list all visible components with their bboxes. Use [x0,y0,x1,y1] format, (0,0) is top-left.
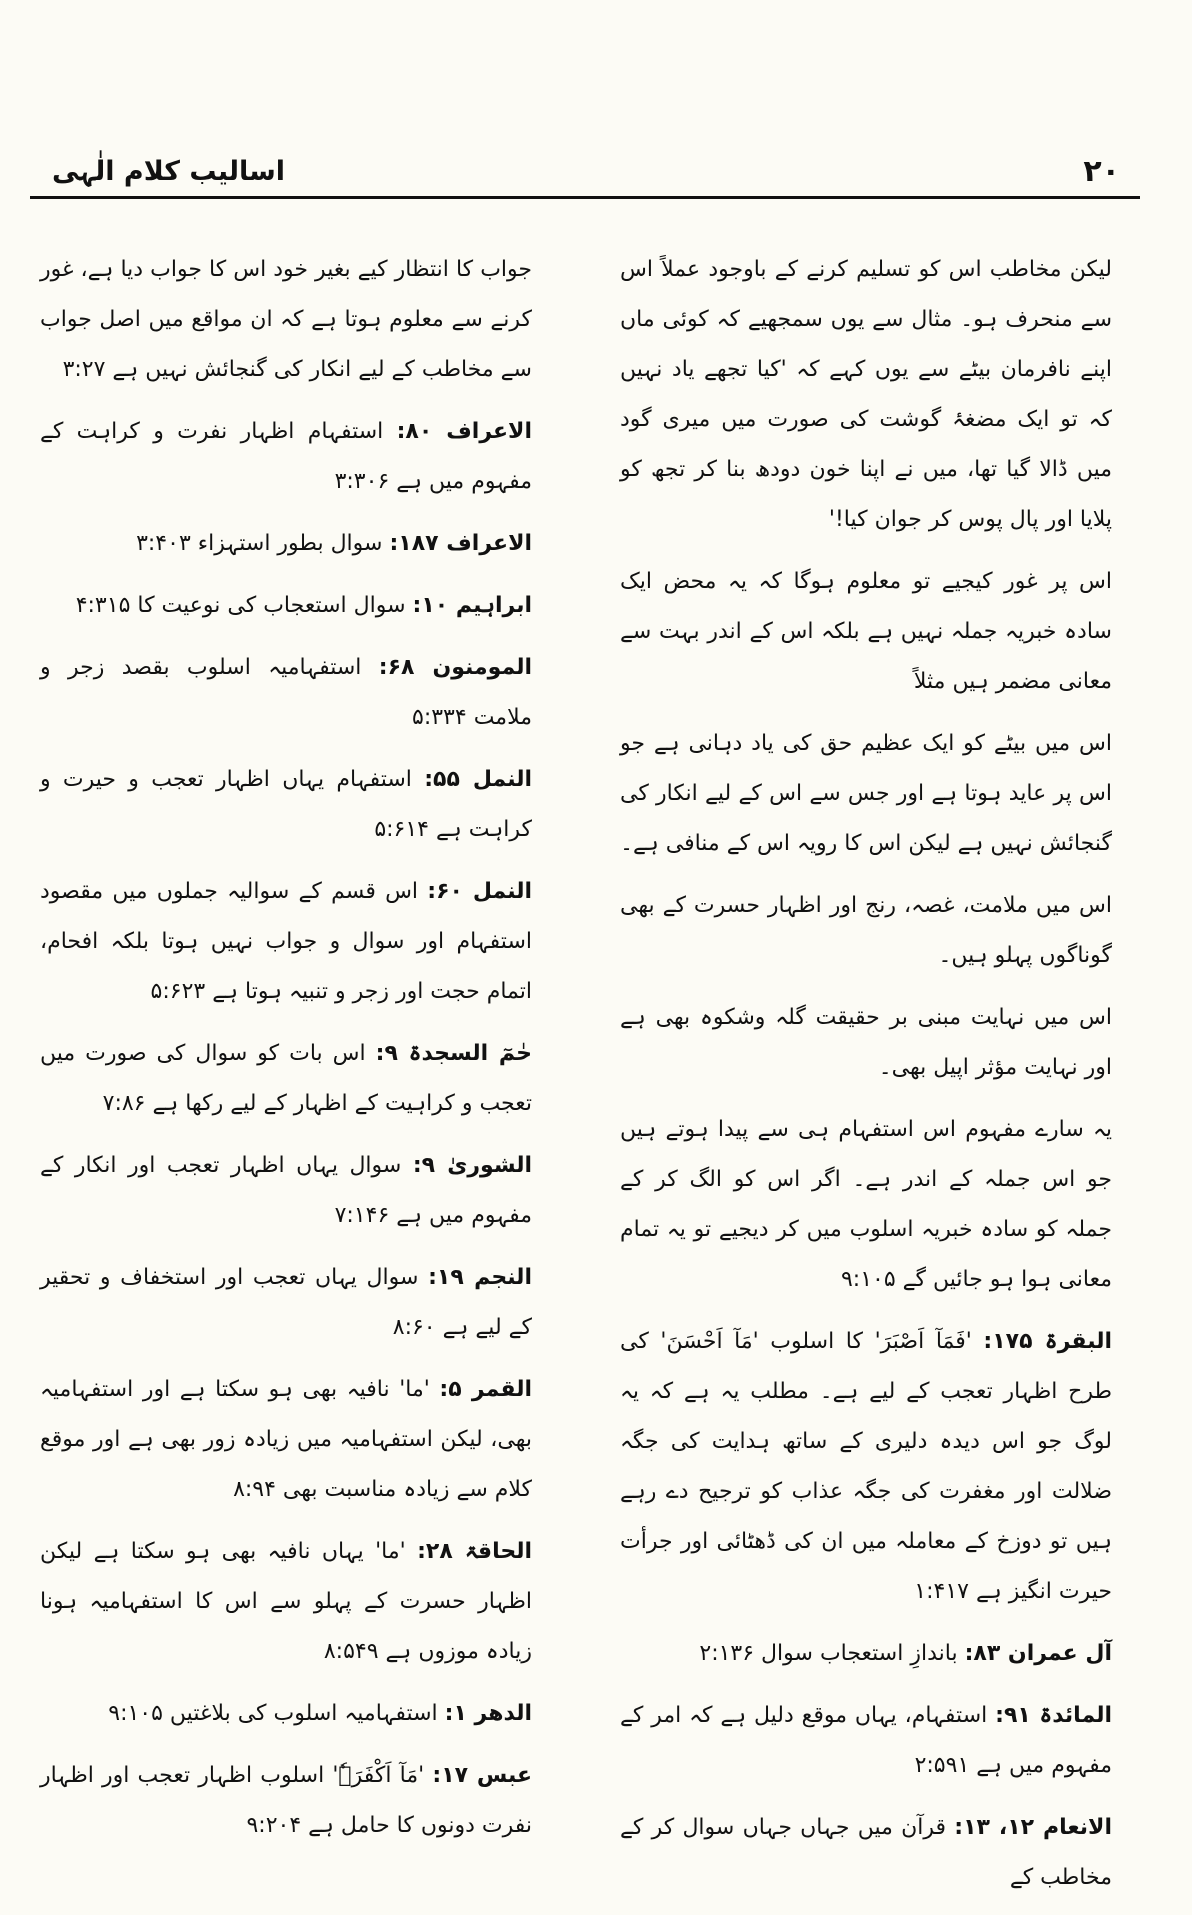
reference-label: النمل ۵۵: [424,767,533,792]
reference-label: الدھر ۱: [444,1701,532,1726]
paragraph-text: 'مَآ اَکْفَرَہٗ' اسلوب اظہار تعجب اور اظہار نفرت دونوں کا حامل ہے ۹:۲۰۴ [40,1763,532,1838]
paragraph [40,1141,532,1241]
paragraph-text: جواب کا انتظار کیے بغیر خود اس کا جواب دیا ہے، غور کرنے سے معلوم ہوتا ہے کہ ان مواقع میں اصل جواب سے مخاطب کے لیے انکار کی گنجائش نہیں ہے ۳:۲۷ [40,257,532,382]
reference-label: المومنون ۶۸: [378,655,532,680]
paragraph-text: اس میں ملامت، غصہ، رنج اور اظہار حسرت کے بھی گوناگوں پہلو ہیں۔ [620,893,1112,968]
paragraph [620,881,1112,981]
reference-label: الحاقۃ ۲۸: [417,1539,532,1564]
paragraph-text: 'ما' یہاں نافیہ بھی ہو سکتا ہے لیکن اظہار حسرت کے پہلو سے اس کا استفہامیہ ہونا زیادہ موزوں ہے ۸:۵۴۹ [40,1539,532,1664]
paragraph [40,755,532,855]
paragraph [620,1317,1112,1617]
paragraph-text: اس قسم کے سوالیہ جملوں میں مقصود استفہام اور سوال و جواب نہیں ہوتا بلکہ افحام، اتمام حجت اور زجر و تنبیہ ہوتا ہے ۵:۶۲۳ [40,879,532,1004]
paragraph-text: 'فَمَآ اَصْبَرَ' کا اسلوب 'مَآ اَحْسَنَ' کی طرح اظہار تعجب کے لیے ہے۔ مطلب یہ ہے کہ یہ لوگ جو اس دیدہ دلیری کے ساتھ ہدایت کی جگہ ضلالت اور مغفرت کی جگہ عذاب کو ترجیح دے رہے ہیں تو دوزخ کے معاملہ میں ان کی ڈھٹائی اور جرأت حیرت انگیز ہے ۱:۴۱۷ [620,1329,1112,1604]
reference-label: آل عمران ۸۳: [964,1641,1112,1666]
paragraph [40,867,532,1017]
paragraph-text: استفہامیہ اسلوب کی بلاغتیں ۹:۱۰۵ [108,1701,438,1726]
reference-label: النجم ۱۹: [428,1265,532,1290]
paragraph [620,1803,1112,1903]
paragraph [620,993,1112,1093]
paragraph-text: استفہام اظہار نفرت و کراہت کے مفہوم میں ہے ۳:۳۰۶ [40,419,532,494]
right-column [620,245,1112,1915]
paragraph [40,643,532,743]
paragraph [40,519,532,569]
paragraph [620,1629,1112,1679]
reference-label: الاعراف ۸۰: [396,419,532,444]
page-number: ۲۰ [1083,154,1120,189]
paragraph-text: سوال استعجاب کی نوعیت کا ۴:۳۱۵ [75,593,406,618]
paragraph [40,1253,532,1353]
reference-label: المائدۃ ۹۱: [995,1703,1112,1728]
paragraph [40,1689,532,1739]
paragraph [40,1751,532,1851]
reference-label: عبس ۱۷: [432,1763,532,1788]
paragraph-text: باندازِ استعجاب سوال ۲:۱۳۶ [699,1641,958,1666]
paragraph [620,557,1112,707]
paragraph [40,581,532,631]
page-header [30,150,1140,199]
paragraph [620,719,1112,869]
reference-label: النمل ۶۰: [427,879,533,904]
paragraph [40,1365,532,1515]
reference-label: البقرۃ ۱۷۵: [983,1329,1112,1354]
paragraph-text: لیکن مخاطب اس کو تسلیم کرنے کے باوجود عملاً اس سے منحرف ہو۔ مثال سے یوں سمجھیے کہ کوئی ماں اپنے نافرمان بیٹے سے یوں کہے کہ 'کیا تجھے یاد نہیں کہ تو ایک مضغۂ گوشت کی صورت میں میری گود میں ڈالا گیا تھا، میں نے اپنا خون دودھ بنا کر تجھ کو پلایا اور پال پوس کر جوان کیا!' [620,257,1112,532]
paragraph [40,1029,532,1129]
paragraph-text: استفہام، یہاں موقع دلیل ہے کہ امر کے مفہوم میں ہے ۲:۵۹۱ [620,1703,1112,1778]
reference-label: ابراہیم ۱۰: [412,593,532,618]
paragraph-text: سوال بطور استہزاء ۳:۴۰۳ [136,531,383,556]
paragraph-text: اس میں نہایت مبنی بر حقیقت گلہ وشکوہ بھی ہے اور نہایت مؤثر اپیل بھی۔ [620,1005,1112,1080]
left-column [40,245,532,1863]
paragraph-text: یہ سارے مفہوم اس استفہام ہی سے پیدا ہوتے ہیں جو اس جملہ کے اندر ہے۔ اگر اس کو الگ کر کے جملہ کو سادہ خبریہ اسلوب میں کر دیجیے تو یہ تمام معانی ہوا ہو جائیں گے ۹:۱۰۵ [620,1117,1112,1292]
reference-label: الاعراف ۱۸۷: [389,531,532,556]
paragraph-text: اس میں بیٹے کو ایک عظیم حق کی یاد دہانی ہے جو اس پر عاید ہوتا ہے اور جس سے اس کے لیے انکار کی گنجائش نہیں ہے لیکن اس کا رویہ اس کے منافی ہے۔ [620,731,1112,856]
paragraph [40,1527,532,1677]
paragraph-text: سوال یہاں اظہار تعجب اور انکار کے مفہوم میں ہے ۷:۱۴۶ [40,1153,532,1228]
paragraph-text: اس پر غور کیجیے تو معلوم ہوگا کہ یہ محض ایک سادہ خبریہ جملہ نہیں ہے بلکہ اس کے اندر بہت سے معانی مضمر ہیں مثلاً [620,569,1112,694]
paragraph [620,1691,1112,1791]
reference-label: القمر ۵: [439,1377,532,1402]
paragraph [620,245,1112,545]
reference-label: الشوریٰ ۹: [412,1153,533,1178]
paragraph [620,1105,1112,1305]
book-title: اسالیب کلام الٰہی [52,156,286,187]
reference-label: الانعام ۱۲، ۱۳: [954,1815,1112,1840]
paragraph-text: 'ما' نافیہ بھی ہو سکتا ہے اور استفہامیہ بھی، لیکن استفہامیہ میں زیادہ زور بھی ہے اور موقع کلام سے زیادہ مناسبت بھی ۸:۹۴ [40,1377,532,1502]
paragraph-text: سوال یہاں تعجب اور استخفاف و تحقیر کے لیے ہے ۸:۶۰ [40,1265,532,1340]
reference-label: حٰمٓ السجدۃ ۹: [375,1041,532,1066]
paragraph-text: استفہامیہ اسلوب بقصد زجر و ملامت ۵:۳۳۴ [40,655,532,730]
paragraph-text: اس بات کو سوال کی صورت میں تعجب و کراہیت کے اظہار کے لیے رکھا ہے ۷:۸۶ [40,1041,532,1116]
paragraph [40,407,532,507]
paragraph-text: استفہام یہاں اظہار تعجب و حیرت و کراہت ہے ۵:۶۱۴ [40,767,532,842]
paragraph [40,245,532,395]
paragraph-text: قرآن میں جہاں جہاں سوال کر کے مخاطب کے [620,1815,1112,1890]
